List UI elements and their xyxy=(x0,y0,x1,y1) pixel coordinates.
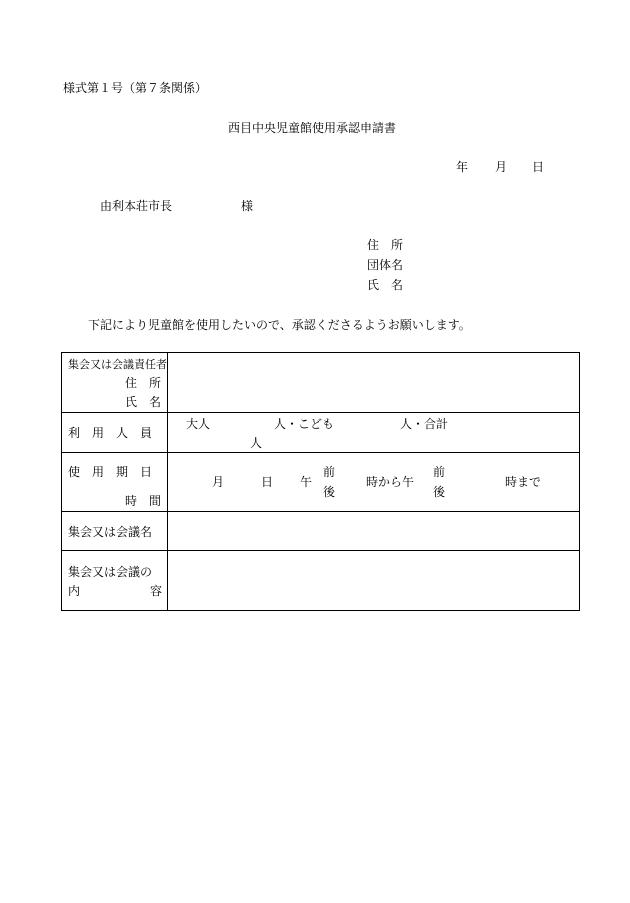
responsible-person-label: 集会又は会議責任者 xyxy=(68,358,167,371)
adults-label: 大人 xyxy=(186,417,211,431)
am-pm-prefix-label: 午 xyxy=(300,475,313,489)
applicant-name-label: 氏 名 xyxy=(367,278,404,292)
persons-unit-label: 人 xyxy=(250,436,263,450)
addressee-honorific: 様 xyxy=(241,199,254,213)
addressee-name: 由利本荘市長 xyxy=(100,199,173,213)
applicant-address-label: 住 所 xyxy=(367,238,404,252)
application-table xyxy=(61,352,580,611)
column-divider xyxy=(167,353,168,610)
form-number: 様式第１号（第７条関係） xyxy=(63,81,208,95)
total-label: 人・合計 xyxy=(400,417,449,431)
meeting-content-label-part1: 内 xyxy=(68,584,81,598)
start-pm-label: 後 xyxy=(323,485,336,499)
responsible-name-label: 氏 名 xyxy=(125,395,162,409)
children-label: 人・こども xyxy=(274,417,335,431)
request-text: 下記により児童館を使用したいので、承認くださるようお願いします。 xyxy=(88,318,471,332)
meeting-content-label: 集会又は会議の xyxy=(68,565,153,579)
row-divider xyxy=(62,550,579,551)
usage-time-label: 時 間 xyxy=(125,494,162,508)
meeting-content-label-part2: 容 xyxy=(150,584,163,598)
applicant-organization-label: 団体名 xyxy=(367,258,404,272)
usage-date-label: 使 用 期 日 xyxy=(68,465,153,479)
date-month-label: 月 xyxy=(495,160,508,174)
until-label: 時まで xyxy=(505,475,542,489)
row-divider xyxy=(62,511,579,512)
end-am-label: 前 xyxy=(433,465,446,479)
usage-month-label: 月 xyxy=(212,475,225,489)
responsible-address-label: 住 所 xyxy=(125,376,162,390)
usage-day-label: 日 xyxy=(261,475,274,489)
start-am-label: 前 xyxy=(323,465,336,479)
date-day-label: 日 xyxy=(532,160,545,174)
row-divider xyxy=(62,412,579,413)
date-year-label: 年 xyxy=(456,160,469,174)
row-divider xyxy=(62,452,579,453)
meeting-name-label: 集会又は会議名 xyxy=(68,525,153,539)
document-title: 西目中央児童館使用承認申請書 xyxy=(228,121,397,135)
attendance-label: 利 用 人 員 xyxy=(68,426,153,440)
end-pm-label: 後 xyxy=(433,485,446,499)
from-label: 時から午 xyxy=(366,475,415,489)
